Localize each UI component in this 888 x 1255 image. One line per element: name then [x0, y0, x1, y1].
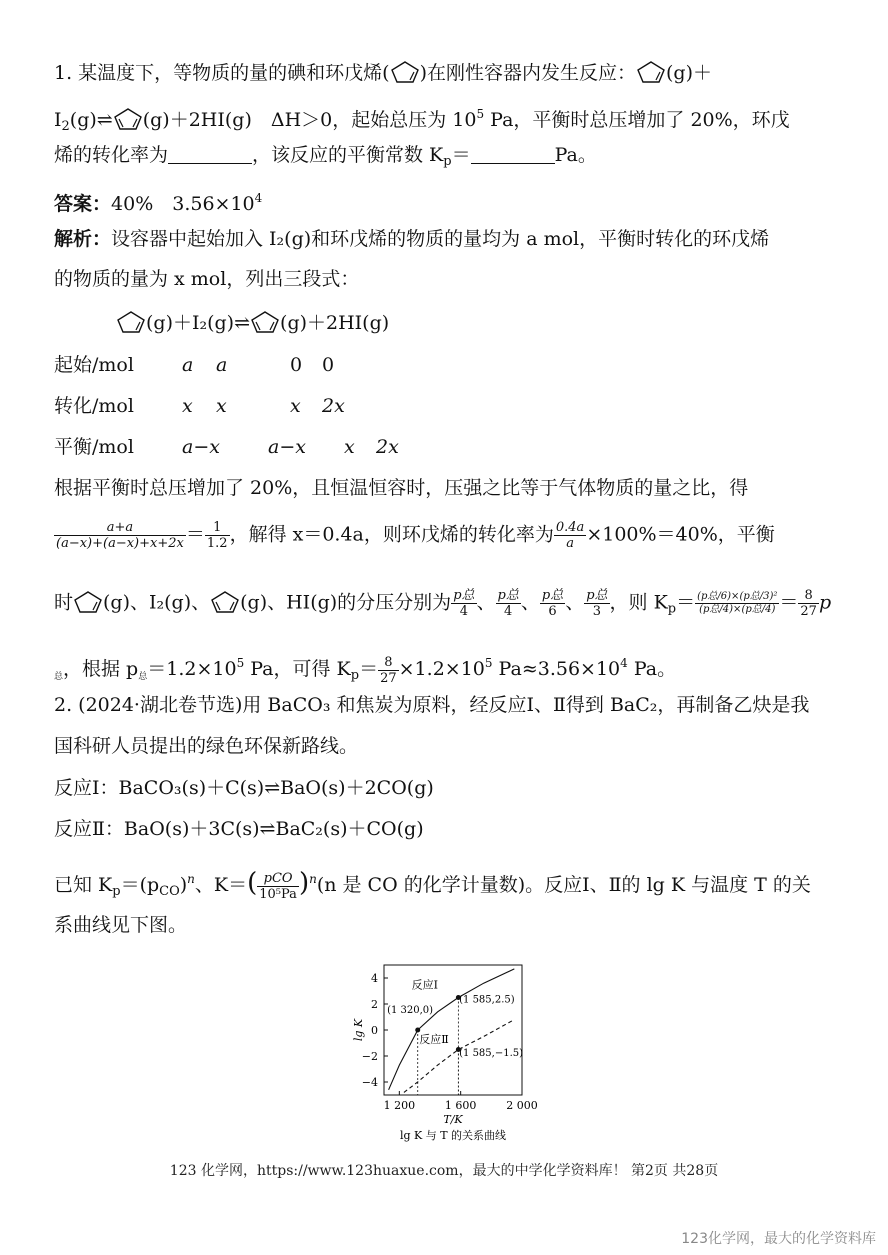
chart-title: lg K 与 T 的关系曲线: [399, 1129, 507, 1142]
q1-analysis-l2: 的物质的量为 x mol，列出三段式：: [54, 268, 360, 290]
y-tick-label: 0: [371, 1024, 378, 1037]
q2-line2: 国科研人员提出的绿色环保新路线。: [54, 735, 359, 757]
kp-fraction: $\frac{\text{(p总/6)×(p总/3)²}}{\text{(p总/4)×(p总/4)}}$: [697, 591, 778, 615]
x-axis-label: T/K: [443, 1113, 463, 1126]
cyclopentene-icon: [636, 60, 666, 84]
fraction: $\frac{0.4a}{a}$: [555, 520, 585, 551]
fraction: $\frac{8}{27}$: [800, 588, 817, 619]
q1-answer: 答案：40% $3.56\times 10^4$: [54, 191, 263, 215]
q1-para1: 根据平衡时总压增加了 20%，且恒温恒容时，压强之比等于气体物质的量之比，得: [54, 477, 749, 499]
series-label-2: 反应Ⅱ: [419, 1033, 449, 1046]
q1-para4: $_总$，根据 $p_总=1.2\times 10^5$ Pa，可得 $K_p=$ $\frac{8}{27}$ $\times 1.2\times 10^5$ $Pa\approx 3.56\times 10^4$ Pa。: [54, 654, 677, 686]
y-tick-label: 2: [371, 998, 378, 1011]
q2-line1: 2. (2024·湖北卷节选)用 BaCO₃ 和焦炭为原料，经反应Ⅰ、Ⅱ得到 BaC₂，再制备乙炔是我: [54, 694, 810, 716]
y-tick-label: −4: [361, 1076, 378, 1089]
fraction: $\frac{\text{p总}}{3}$: [586, 588, 608, 619]
point-label: (1 320,0): [387, 1005, 434, 1017]
x-tick-label: 1 600: [444, 1099, 477, 1112]
point-label: (1 585,2.5): [459, 994, 515, 1006]
answer-blank-1: [168, 145, 252, 164]
q1-analysis-l1: 解析：设容器中起始加入 I₂(g)和环戊烯的物质的量均为 a mol，平衡时转化的环戊烯: [54, 228, 770, 250]
fraction: $\frac{\text{p总}}{4}$: [453, 588, 475, 619]
q1-line3: 烯的转化率为 ，该反应的平衡常数 $K_p= Pa$。: [54, 144, 597, 169]
y-tick-label: −2: [361, 1050, 378, 1063]
fraction: $\frac{\text{p总}}{6}$: [541, 588, 564, 619]
cyclopentene-icon: [116, 310, 146, 334]
fraction: $\frac{8}{27}$: [380, 654, 397, 686]
q1-equation: (g)＋I₂(g)⇌ (g)＋2HI(g): [116, 310, 389, 336]
q2-reaction1: 反应Ⅰ：BaCO₃(s)＋C(s)⇌BaO(s)＋2CO(g): [54, 777, 434, 799]
page-footer: 123 化学网，https://www.123huaxue.com，最大的中学化学资料库！ 第2页 共28页: [169, 1163, 719, 1179]
fraction: $\frac{\text{pCO}}{\text{10⁵Pa}}$: [259, 870, 297, 902]
point-label: (1 585,−1.5): [459, 1048, 524, 1059]
cyclopentene-icon: [73, 590, 103, 614]
y-tick-label: 4: [371, 972, 378, 985]
cyclopentadiene-icon: [210, 590, 240, 614]
q2-line3: 已知 $K_p=(p_{CO})^n$、K＝( $\frac{\text{pCO}}{\text{10⁵Pa}}$ )$^n$(n 是 CO 的化学计量数)。反应Ⅰ、Ⅱ的 lg K 与温度 T 的关: [54, 868, 811, 902]
series-label-1: 反应Ⅰ: [411, 978, 438, 992]
q2-reaction2: 反应Ⅱ：BaO(s)＋3C(s)⇌BaC₂(s)＋CO(g): [54, 818, 424, 840]
cyclopentadiene-icon: [113, 107, 143, 131]
q2-line4: 系曲线见下图。: [54, 914, 188, 936]
fraction: $\frac{1}{1.2}$: [206, 520, 228, 551]
watermark: 123化学网，最大的化学资料库: [681, 1231, 876, 1247]
lgk-chart: [350, 955, 550, 1150]
y-axis-label: lg K: [352, 1018, 365, 1042]
q1-para2: $\frac{a+a}{(a-x)+(a-x)+x+2x}$ ＝ $\frac{1}{1.2}$ ，解得 x＝0.4a，则环戊烯的转化率为 $\frac{0.4a}{a}$ ×100%＝40%，平衡: [56, 520, 775, 551]
cyclopentadiene-icon: [250, 310, 280, 334]
plot-frame: [384, 965, 522, 1095]
chart-svg: [350, 955, 550, 1150]
q1-line2: $I_2(g)\rightleftharpoons$ (g)＋2HI(g) ΔH＞0，起始总压为 $10^5$ Pa，平衡时总压增加了 20%，环戊: [54, 107, 790, 134]
fraction: $\frac{\text{p总}}{4}$: [497, 588, 519, 619]
q1-para3: 时 (g)、I₂(g)、 (g)、HI(g)的分压分别为 $\frac{\text{p总}}{4}$ 、 $\frac{\text{p总}}{4}$ 、 $\frac{\text{p总}}{6}$ 、 $\frac{\text{p总}}{3}$ ，则 $K_p=$ $\frac{\text{(p总/6)×(p总/3)²}}{\text{(p总/4)×(p总/4)}}$ ＝ $\frac{8}{27}$ p: [54, 588, 832, 619]
answer-blank-2: [471, 145, 555, 164]
fraction: $\frac{a+a}{(a-x)+(a-x)+x+2x}$: [56, 520, 184, 551]
x-tick-label: 1 200: [383, 1099, 416, 1112]
data-point: [415, 1028, 420, 1033]
series-line-1: [389, 969, 515, 1090]
x-tick-label: 2 000: [506, 1099, 538, 1112]
q1-line1: 1. 某温度下，等物质的量的碘和环戊烯( )在刚性容器内发生反应： (g)＋: [54, 62, 713, 84]
cyclopentene-icon: [390, 60, 420, 84]
